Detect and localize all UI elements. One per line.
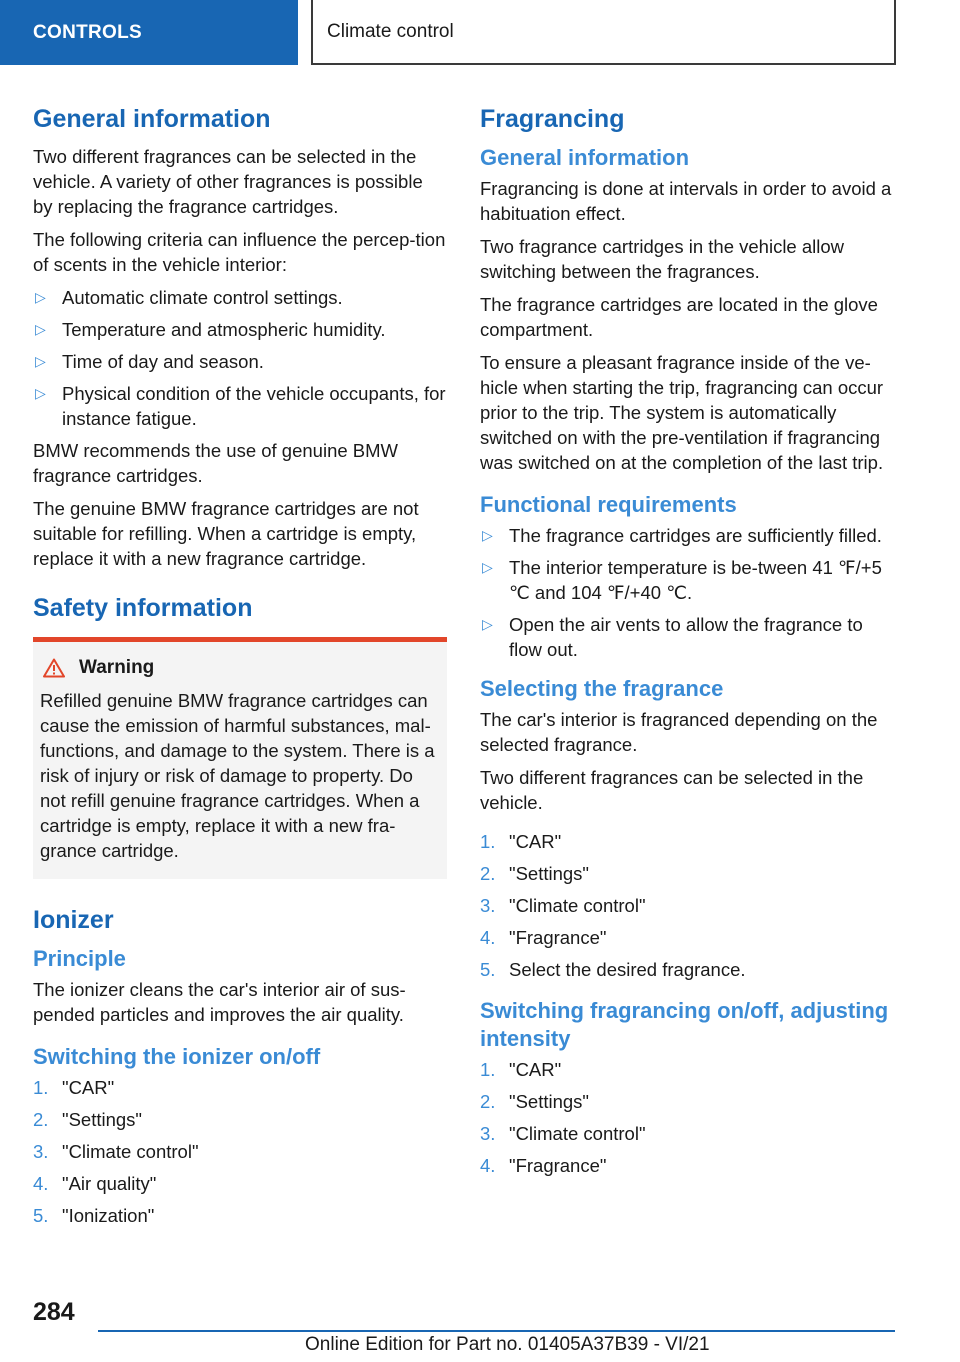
list-item-text: Time of day and season.: [62, 351, 264, 372]
step-number: 1.: [480, 1059, 496, 1080]
list-item: [33, 1171, 447, 1196]
safety-information-heading: Safety information: [33, 594, 253, 622]
triangle-bullet-icon: ▷: [35, 289, 46, 305]
general-paragraph-3: BMW recommends the use of genuine BMW fragrance cartridges.: [33, 440, 399, 486]
list-item: [480, 1121, 896, 1146]
left-column: [33, 100, 447, 1235]
edition-note: Online Edition for Part no. 01405A37B39 - VI/21: [305, 1334, 710, 1355]
step-number: 1.: [480, 831, 496, 852]
list-item: [33, 1075, 447, 1100]
list-item: [480, 555, 896, 605]
step-number: 2.: [480, 1091, 496, 1112]
triangle-bullet-icon: ▷: [35, 321, 46, 337]
list-item: [480, 957, 896, 982]
list-item: [33, 1139, 447, 1164]
fragrancing-general-heading: General information: [480, 145, 690, 170]
warning-box: [33, 637, 447, 879]
step-text: "Settings": [509, 863, 589, 884]
step-text: "Fragrance": [509, 927, 607, 948]
list-item: [480, 925, 896, 950]
step-number: 3.: [480, 1123, 496, 1144]
warning-header: [40, 656, 440, 680]
list-item: [480, 1089, 896, 1114]
principle-text: The ionizer cleans the car's interior air of sus-pended particles and improves the air quality.: [33, 979, 406, 1025]
step-number: 4.: [480, 927, 496, 948]
step-number: 3.: [33, 1141, 49, 1162]
list-item: [480, 1057, 896, 1082]
step-number: 3.: [480, 895, 496, 916]
list-item-text: Physical condition of the vehicle occupants, for instance fatigue.: [62, 383, 446, 429]
list-item-text: The interior temperature is be-tween 41 ℉/+5 ℃ and 104 ℉/+40 ℃.: [509, 557, 882, 603]
list-item: [480, 861, 896, 886]
step-text: "Climate control": [62, 1141, 199, 1162]
list-item: [480, 523, 896, 548]
step-number: 4.: [33, 1173, 49, 1194]
fragrancing-paragraph-3: The fragrance cartridges are located in the glove compartment.: [480, 294, 878, 340]
general-paragraph-4: The genuine BMW fragrance cartridges are not suitable for refilling. When a cartridge is empty, replace it with a new fragrance cartridge.: [33, 498, 419, 569]
warning-triangle-icon: [43, 658, 65, 678]
list-item: [480, 829, 896, 854]
selecting-paragraph-2: Two different fragrances can be selected in the vehicle.: [480, 767, 864, 813]
step-number: 2.: [480, 863, 496, 884]
warning-title: Warning: [79, 657, 155, 678]
step-number: 2.: [33, 1109, 49, 1130]
chapter-title: Climate control: [311, 0, 896, 65]
warning-text: Refilled genuine BMW fragrance cartridges can cause the emission of harmful substances, mal-functions, and damage to the system. There is a risk of injury or risk of damage to property. Do not refill genuine fragrance cartridges. When a cartridge is empty, replace it with a new fra-grance cartridge.: [40, 690, 435, 861]
selecting-fragrance-heading: Selecting the fragrance: [480, 676, 724, 701]
selecting-steps-list: [480, 829, 896, 982]
right-column: [480, 100, 896, 1185]
footer-divider: [98, 1330, 895, 1332]
fragrancing-paragraph-4: To ensure a pleasant fragrance inside of the ve-hicle when starting the trip, fragrancing can occur prior to the trip. The system is automatically switched on with the pre-ventilation if fragrancing was switched on at the completion of the last trip.: [480, 352, 884, 473]
criteria-list: [33, 285, 447, 431]
step-number: 1.: [33, 1077, 49, 1098]
list-item: [33, 1107, 447, 1132]
triangle-bullet-icon: ▷: [482, 559, 493, 575]
list-item: [33, 349, 447, 374]
list-item: [480, 893, 896, 918]
fragrancing-paragraph-1: Fragrancing is done at intervals in order to avoid a habituation effect.: [480, 178, 892, 224]
switching-fragrancing-heading: Switching fragrancing on/off, adjusting intensity: [480, 998, 889, 1051]
selecting-paragraph-1: The car's interior is fragranced depending on the selected fragrance.: [480, 709, 878, 755]
step-number: 5.: [480, 959, 496, 980]
section-tab: CONTROLS: [0, 0, 298, 65]
switching-steps-list: [480, 1057, 896, 1178]
step-text: Select the desired fragrance.: [509, 959, 746, 980]
step-text: "Climate control": [509, 895, 646, 916]
step-text: "Climate control": [509, 1123, 646, 1144]
fragrancing-heading: Fragrancing: [480, 105, 625, 133]
switching-ionizer-heading: Switching the ionizer on/off: [33, 1044, 321, 1069]
step-number: 4.: [480, 1155, 496, 1176]
list-item: [480, 1153, 896, 1178]
step-text: "Air quality": [62, 1173, 157, 1194]
list-item: [480, 612, 896, 662]
list-item-text: The fragrance cartridges are sufficiently filled.: [509, 525, 882, 546]
ionizer-steps-list: [33, 1075, 447, 1228]
list-item-text: Open the air vents to allow the fragrance to flow out.: [509, 614, 863, 660]
principle-heading: Principle: [33, 946, 126, 971]
general-paragraph-2: The following criteria can influence the percep-tion of scents in the vehicle interior:: [33, 229, 446, 275]
list-item: [33, 381, 447, 431]
ionizer-heading: Ionizer: [33, 906, 114, 934]
step-number: 5.: [33, 1205, 49, 1226]
general-paragraph-1: Two different fragrances can be selected in the vehicle. A variety of other fragrances is possible by replacing the fragrance cartridges.: [33, 146, 423, 217]
step-text: "Settings": [62, 1109, 142, 1130]
fragrancing-paragraph-2: Two fragrance cartridges in the vehicle allow switching between the fragrances.: [480, 236, 845, 282]
step-text: "CAR": [509, 831, 562, 852]
list-item: [33, 1203, 447, 1228]
list-item: [33, 285, 447, 310]
page-number: 284: [33, 1298, 75, 1326]
triangle-bullet-icon: ▷: [482, 527, 493, 543]
step-text: "CAR": [509, 1059, 562, 1080]
triangle-bullet-icon: ▷: [482, 616, 493, 632]
triangle-bullet-icon: ▷: [35, 385, 46, 401]
general-information-heading: General information: [33, 105, 271, 133]
step-text: "Ionization": [62, 1205, 155, 1226]
step-text: "Fragrance": [509, 1155, 607, 1176]
list-item-text: Temperature and atmospheric humidity.: [62, 319, 386, 340]
list-item: [33, 317, 447, 342]
requirements-list: [480, 523, 896, 662]
list-item-text: Automatic climate control settings.: [62, 287, 343, 308]
triangle-bullet-icon: ▷: [35, 353, 46, 369]
step-text: "Settings": [509, 1091, 589, 1112]
step-text: "CAR": [62, 1077, 115, 1098]
functional-requirements-heading: Functional requirements: [480, 492, 737, 517]
